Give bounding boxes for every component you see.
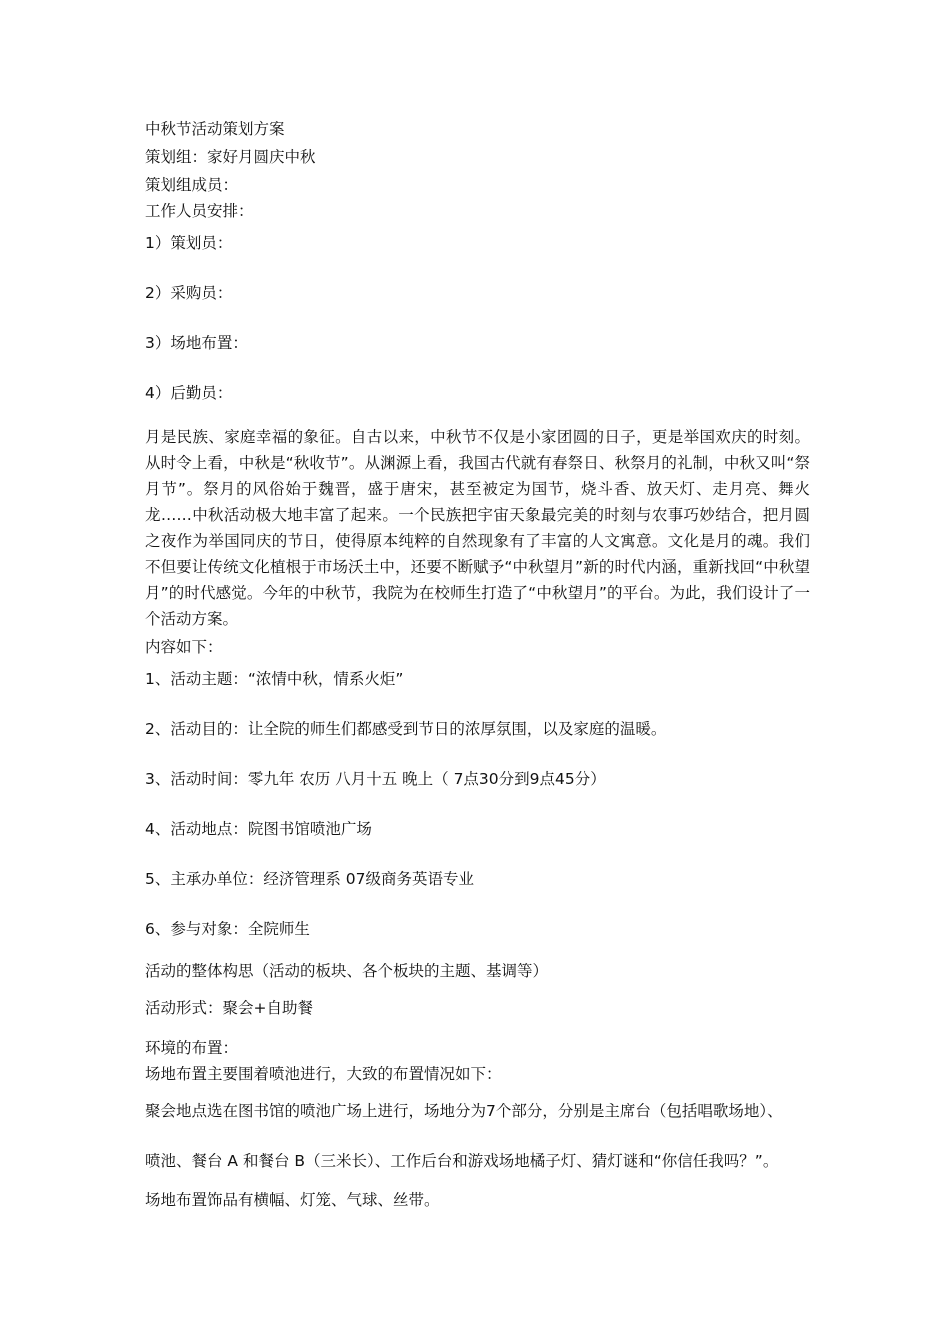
- staff-arrangement: 工作人员安排：: [145, 202, 254, 220]
- content-item-time: 3、活动时间：零九年 农历 八月十五 晚上（ 7点30分到9点45分）: [145, 770, 606, 788]
- content-item-location: 4、活动地点：院图书馆喷池广场: [145, 820, 372, 838]
- venue-intro: 场地布置主要围着喷池进行，大致的布置情况如下：: [145, 1065, 502, 1083]
- content-heading: 内容如下：: [145, 638, 223, 656]
- content-item-purpose: 2、活动目的：让全院的师生们都感受到节日的浓厚氛围，以及家庭的温暖。: [145, 720, 667, 738]
- document-title: 中秋节活动策划方案: [145, 120, 285, 138]
- intro-paragraph: 月是民族、家庭幸福的象征。自古以来，中秋节不仅是小家团圆的日子，更是举国欢庆的时刻。从时令上看，中秋是“秋收节”。从渊源上看，我国古代就有春祭日、秋祭月的礼制，中秋又叫“祭月节”。祭月的风俗始于魏晋，盛于唐宋，甚至被定为国节，烧斗香、放天灯、走月亮、舞火龙……中秋活动极大地丰富了起来。一个民族把宇宙天象最完美的时刻与农事巧妙结合，把月圆之夜作为举国同庆的节日，使得原本纯粹的自然现象有了丰富的人文寓意。文化是月的魂。我们不但要让传统文化植根于市场沃土中，还要不断赋予“中秋望月”新的时代内涵，重新找回“中秋望月”的时代感觉。今年的中秋节，我院为在校师生打造了“中秋望月”的平台。为此，我们设计了一个活动方案。: [145, 428, 810, 628]
- overall-concept: 活动的整体构思（活动的板块、各个板块的主题、基调等）: [145, 962, 549, 980]
- environment-heading: 环境的布置：: [145, 1039, 239, 1057]
- activity-form: 活动形式：聚会+自助餐: [145, 999, 313, 1017]
- content-item-participants: 6、参与对象：全院师生: [145, 920, 310, 938]
- group-members: 策划组成员：: [145, 176, 239, 194]
- content-item-organizer: 5、主承办单位：经济管理系 07级商务英语专业: [145, 870, 475, 888]
- planning-group: 策划组：家好月圆庆中秋: [145, 148, 316, 166]
- venue-description-line-1: 聚会地点选在图书馆的喷池广场上进行，场地分为7个部分，分别是主席台（包括唱歌场地）、: [145, 1102, 783, 1120]
- venue-description-line-2: 喷池、餐台 A 和餐台 B（三米长）、工作后台和游戏场地橘子灯、猜灯谜和“你信任我吗？”。: [145, 1152, 779, 1170]
- staff-role-venue: 3）场地布置：: [145, 334, 248, 352]
- decorations: 场地布置饰品有横幅、灯笼、气球、丝带。: [145, 1191, 440, 1209]
- staff-role-buyer: 2）采购员：: [145, 284, 233, 302]
- staff-role-planner: 1）策划员：: [145, 234, 233, 252]
- content-item-theme: 1、活动主题：“浓情中秋，情系火炬”: [145, 670, 404, 688]
- staff-role-logistics: 4）后勤员：: [145, 384, 233, 402]
